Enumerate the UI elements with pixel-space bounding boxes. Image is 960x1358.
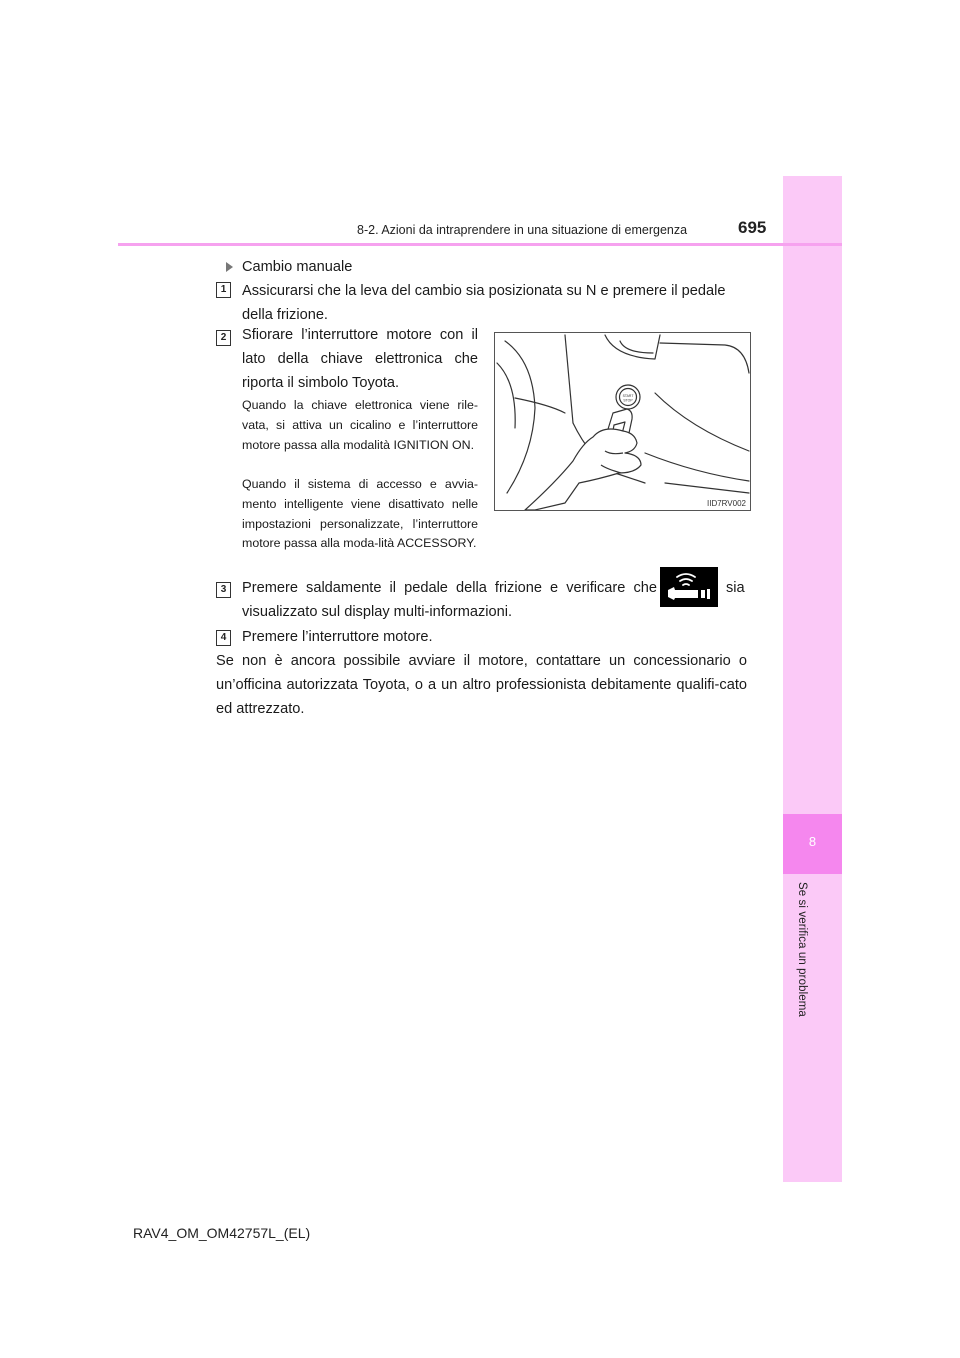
step-number-2: 2 <box>216 330 231 346</box>
chapter-title: Se si verifica un problema <box>796 882 808 1017</box>
step-2-note-1: Quando la chiave elettronica viene rile-vata, si attiva un cicalino e l’interruttore motore passa alla modalità IGNITION ON. <box>242 398 478 452</box>
illustration-start-button <box>494 332 751 511</box>
header-divider <box>118 243 842 246</box>
closing-paragraph: Se non è ancora possibile avviare il motore, contattare un concessionario o un’officina autorizzata Toyota, o a un altro professionista debitamente qualifi-cato ed attrezzato. <box>216 653 747 717</box>
step-number-1: 1 <box>216 282 231 298</box>
chapter-number: 8 <box>808 834 817 849</box>
step-2-note-2: Quando il sistema di accesso e avvia-mento intelligente viene disattivato nelle impostazioni personalizzate, l’interruttore motore passa alla moda-lità ACCESSORY. <box>242 477 478 551</box>
document-code: RAV4_OM_OM42757L_(EL) <box>133 1225 311 1241</box>
step-number-4: 4 <box>216 630 231 646</box>
button-label-start: START <box>622 394 634 398</box>
step-1-text: Assicurarsi che la leva del cambio sia posizionata su N e premere il pedale della frizione. <box>242 283 726 323</box>
step-3-text-after-icon: sia <box>726 580 745 596</box>
step-2-text: Sfiorare l’interruttore motore con il lato della chiave elettronica che riporta il simbolo Toyota. <box>242 327 478 391</box>
hand-holding-key-illustration <box>495 333 750 510</box>
triangle-bullet-icon <box>226 262 233 272</box>
button-label-stop: STOP <box>623 398 633 403</box>
subheading: Cambio manuale <box>242 259 353 275</box>
step-number-3: 3 <box>216 582 231 598</box>
figure-code: IID7RV002 <box>707 499 746 508</box>
page-number: 695 <box>738 218 767 237</box>
section-title: 8-2. Azioni da intraprendere in una situazione di emergenza <box>357 223 688 237</box>
step-3-text-before-icon: Premere saldamente il pedale della frizione e verificare che <box>242 580 657 596</box>
step-4-text: Premere l’interruttore motore. <box>242 629 433 645</box>
step-3-text-line-2: visualizzato sul display multi-informazioni. <box>242 604 513 620</box>
